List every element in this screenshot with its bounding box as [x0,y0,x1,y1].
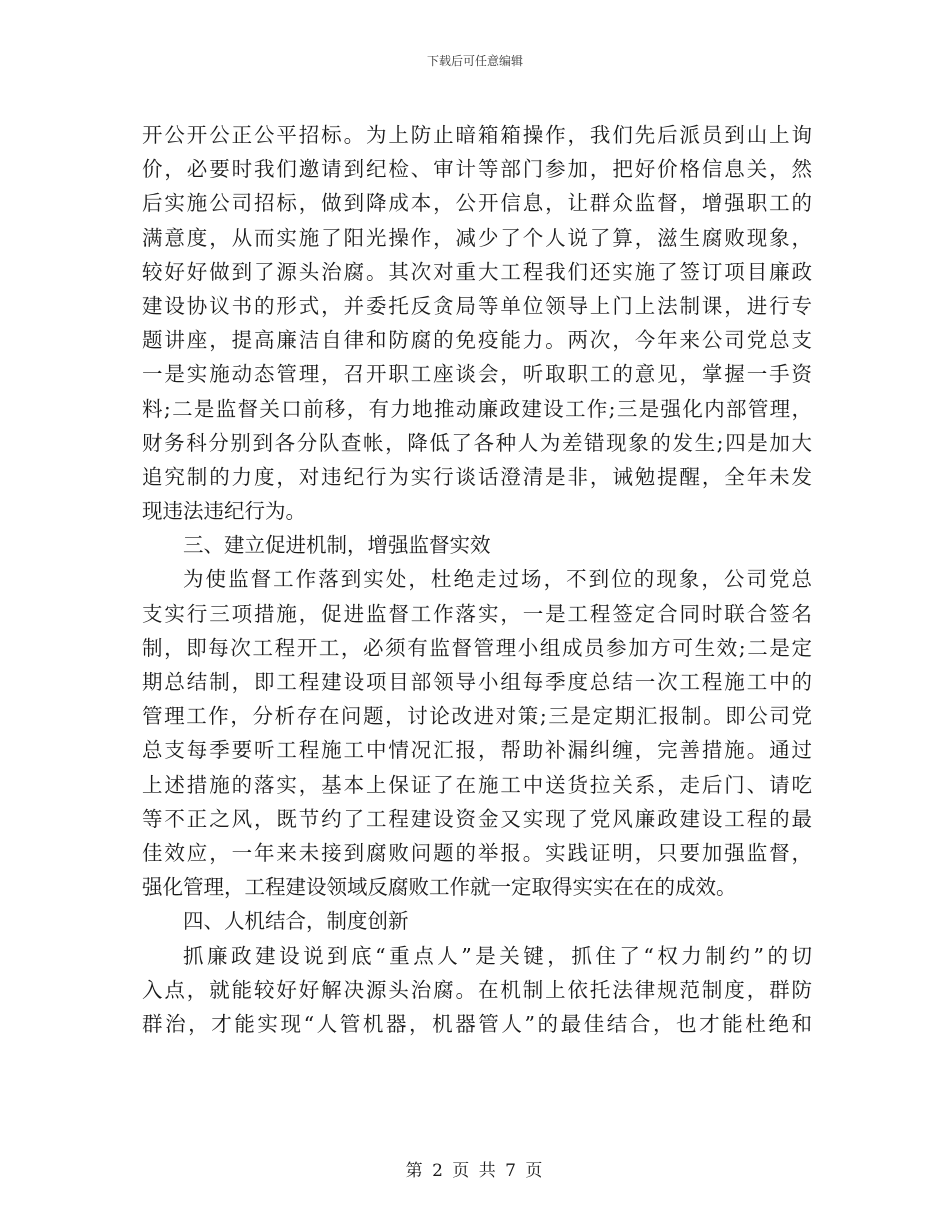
paragraph-line: 建设协议书的形式，并委托反贪局等单位领导上门上法制课，进行专 [142,293,812,318]
paragraph-line: 管理工作，分析存在问题，讨论改进对策;三是定期汇报制。即公司党 [142,704,812,729]
paragraph-line: 财务科分别到各分队查帐，降低了各种人为差错现象的发生;四是加大 [142,430,812,455]
paragraph-line: 等不正之风，既节约了工程建设资金又实现了党风廉政建设工程的最 [142,806,812,831]
paragraph-line: 上述措施的落实，基本上保证了在施工中送货拉关系，走后门、请吃 [142,772,812,797]
page-header: 下载后可任意编辑 [426,54,523,68]
paragraph-line: 开公开公正公平招标。为上防止暗箱箱操作，我们先后派员到山上询 [142,123,812,147]
paragraph-line: 总支每季要听工程施工中情况汇报，帮助补漏纠缠，完善措施。通过 [142,738,812,763]
page-number-footer: 第 2 页 共 7 页 [405,1161,545,1181]
paragraph-line: 题讲座，提高廉洁自律和防腐的免疫能力。两次，今年来公司党总支 [142,328,812,353]
paragraph-line: 料;二是监督关口前移，有力地推动廉政建设工作;三是强化内部管理， [142,396,812,421]
paragraph-line: 支实行三项措施，促进监督工作落实，一是工程签定合同时联合签名 [142,601,812,626]
paragraph-line: 现违法违纪行为。 [142,499,306,524]
section-heading: 三、建立促进机制，增强监督实效 [183,533,491,558]
paragraph-line: 较好好做到了源头治腐。其次对重大工程我们还实施了签订项目廉政 [142,259,812,284]
paragraph-line: 强化管理，工程建设领域反腐败工作就一定取得实实在在的成效。 [142,875,737,900]
paragraph-line: 入点，就能较好好解决源头治腐。在机制上依托法律规范制度，群防 [142,977,812,1002]
paragraph-line: 后实施公司招标，做到降成本，公开信息，让群众监督，增强职工的 [142,191,812,216]
paragraph-line: 为使监督工作落到实处，杜绝走过场，不到位的现象，公司党总 [183,567,812,592]
body-text [142,118,812,1041]
paragraph-line: 价，必要时我们邀请到纪检、审计等部门参加，把好价格信息关，然 [142,157,812,182]
paragraph-line: 一是实施动态管理，召开职工座谈会，听取职工的意见，掌握一手资 [142,362,812,387]
paragraph-line: 抓廉政建设说到底“重点人”是关键，抓住了“权力制约”的切 [183,943,812,968]
paragraph-line: 佳效应，一年来未接到腐败问题的举报。实践证明，只要加强监督， [142,840,812,865]
paragraph-line: 期总结制，即工程建设项目部领导小组每季度总结一次工程施工中的 [142,670,812,694]
paragraph-line: 制，即每次工程开工，必须有监督管理小组成员参加方可生效;二是定 [142,635,812,660]
paragraph-line: 追究制的力度，对违纪行为实行谈话澄清是非，诫勉提醒，全年未发 [142,464,812,489]
section-heading: 四、人机结合，制度创新 [183,909,409,934]
paragraph-line: 满意度，从而实施了阳光操作，减少了个人说了算，滋生腐败现象， [142,225,812,250]
paragraph-line: 群治，才能实现“人管机器，机器管人”的最佳结合，也才能杜绝和 [142,1011,812,1036]
